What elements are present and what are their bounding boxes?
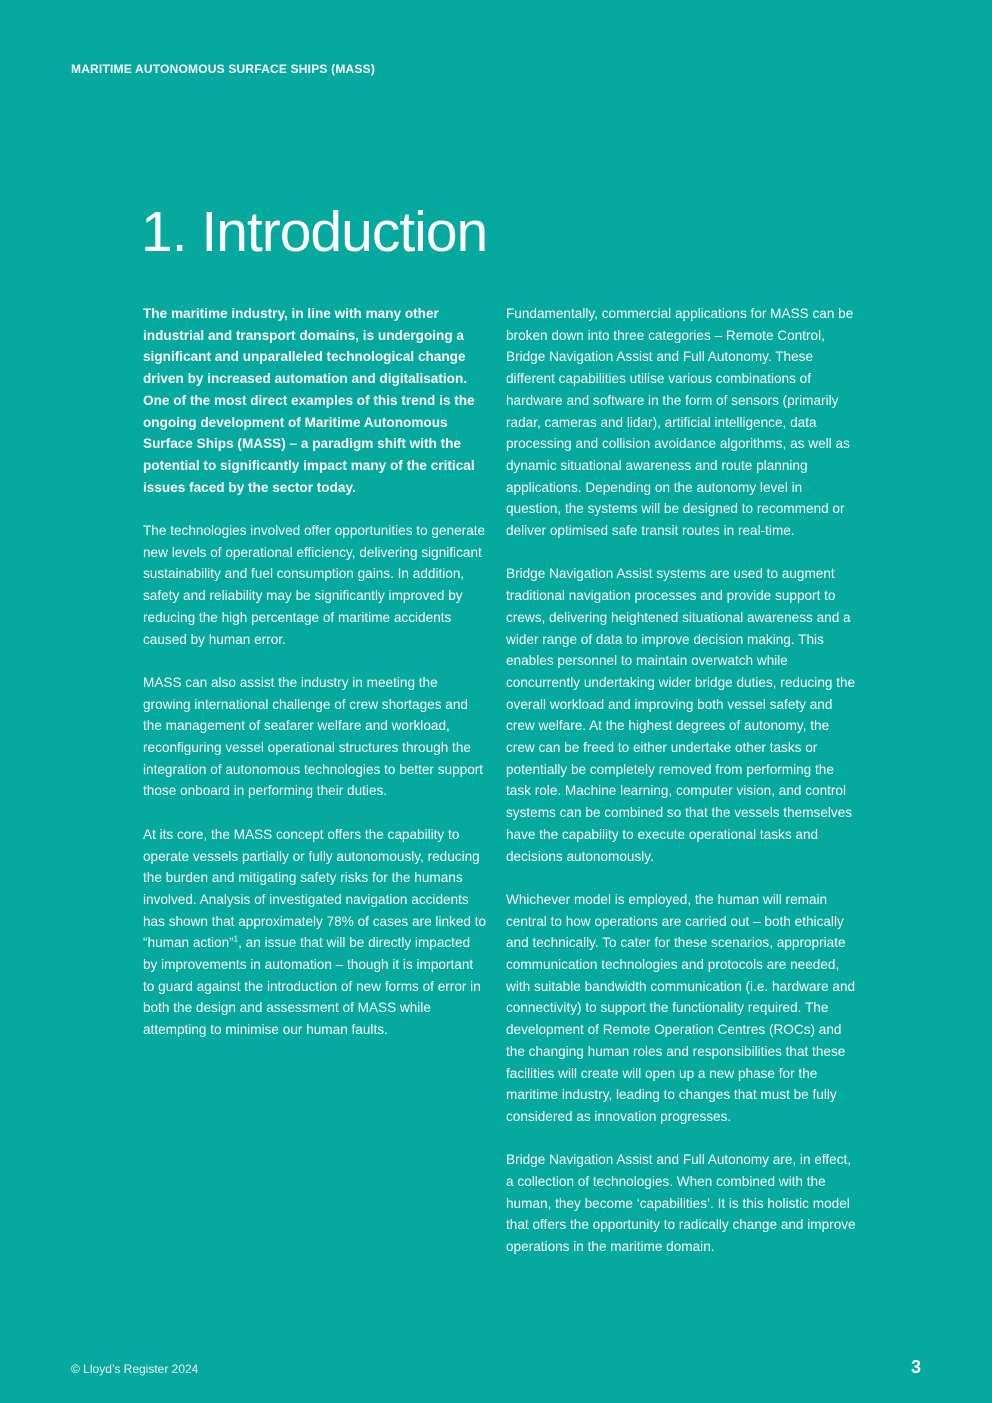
body-text: , an issue that will be directly impacted by improvements in automation – though it is important to guard against the introduction of new forms of error in both the design and assessment of MASS while attempting to minimise our human faults. bbox=[143, 935, 481, 1038]
footnote-reference[interactable]: 1 bbox=[233, 934, 239, 944]
right-column bbox=[506, 303, 856, 1280]
page-title: 1. Introduction bbox=[141, 200, 488, 264]
running-header: MARITIME AUTONOMOUS SURFACE SHIPS (MASS) bbox=[71, 62, 376, 76]
page-number: 3 bbox=[910, 1357, 921, 1377]
body-text: At its core, the MASS concept offers the capability to operate vessels partially or fully autonomously, reducing the burden and mitigating safety risks for the humans involved. Analysis of investigated navigation accidents has shown that approximately 78% of cases are linked to “human action” bbox=[143, 826, 487, 951]
footer-copyright: © Lloyd’s Register 2024 bbox=[71, 1362, 199, 1376]
body-paragraph: Bridge Navigation Assist and Full Autonomy are, in effect, a collection of technologies. When combined with the human, they become ‘capabilities’. It is this holistic model that offers the opportunity to radically change and improve operations in the maritime domain. bbox=[506, 1152, 856, 1255]
left-column bbox=[143, 303, 487, 1063]
body-paragraph: The technologies involved offer opportunities to generate new levels of operational efficiency, delivering significant sustainability and fuel consumption gains. In addition, safety and reliability may be significantly improved by reducing the high percentage of maritime accidents caused by human error. bbox=[143, 523, 486, 647]
body-paragraph: Fundamentally, commercial applications for MASS can be broken down into three categories – Remote Control, Bridge Navigation Assist and Full Autonomy. These different capabilities utilise various combinations of hardware and software in the form of sensors (primarily radar, cameras and lidar), artificial intelligence, data processing and collision avoidance algorithms, as well as dynamic situational awareness and route planning applications. Depending on the autonomy level in question, the systems will be designed to recommend or deliver optimised safe transit routes in real-time. bbox=[506, 306, 854, 539]
lead-paragraph: The maritime industry, in line with many other industrial and transport domains, is undergoing a significant and unparalleled technological change driven by increased automation and digitalisation. One of the most direct examples of this trend is the ongoing development of Maritime Autonomous Surface Ships (MASS) – a paradigm shift with the potential to significantly impact many of the critical issues faced by the sector today. bbox=[143, 306, 475, 495]
body-paragraph: Whichever model is employed, the human will remain central to how operations are carried out – both ethically and technically. To cater for these scenarios, appropriate communication technologies and protocols are needed, with suitable bandwidth communication (i.e. hardware and connectivity) to support the functionality required. The development of Remote Operation Centres (ROCs) and the changing human roles and responsibilities that these facilities will create will open up a new phase for the maritime industry, leading to changes that must be fully considered as innovation progresses. bbox=[506, 891, 856, 1124]
body-paragraph-with-footnote bbox=[143, 824, 487, 1041]
body-paragraph: MASS can also assist the industry in meeting the growing international challenge of crew shortages and the management of seafarer welfare and workload, reconfiguring vessel operational structures through the integration of autonomous technologies to better support those onboard in performing their duties. bbox=[143, 674, 484, 799]
body-paragraph: Bridge Navigation Assist systems are used to augment traditional navigation processes and provide support to crews, delivering heightened situational awareness and a wider range of data to improve decision making. This enables personnel to maintain overwatch while concurrently undertaking wider bridge duties, reducing the overall workload and improving both vessel safety and crew welfare. At the highest degrees of autonomy, the crew can be freed to either undertake other tasks or potentially be completely removed from performing the task role. Machine learning, computer vision, and control systems can be combined so that the vessels themselves have the capability to execute operational tasks and decisions autonomously. bbox=[506, 566, 856, 864]
